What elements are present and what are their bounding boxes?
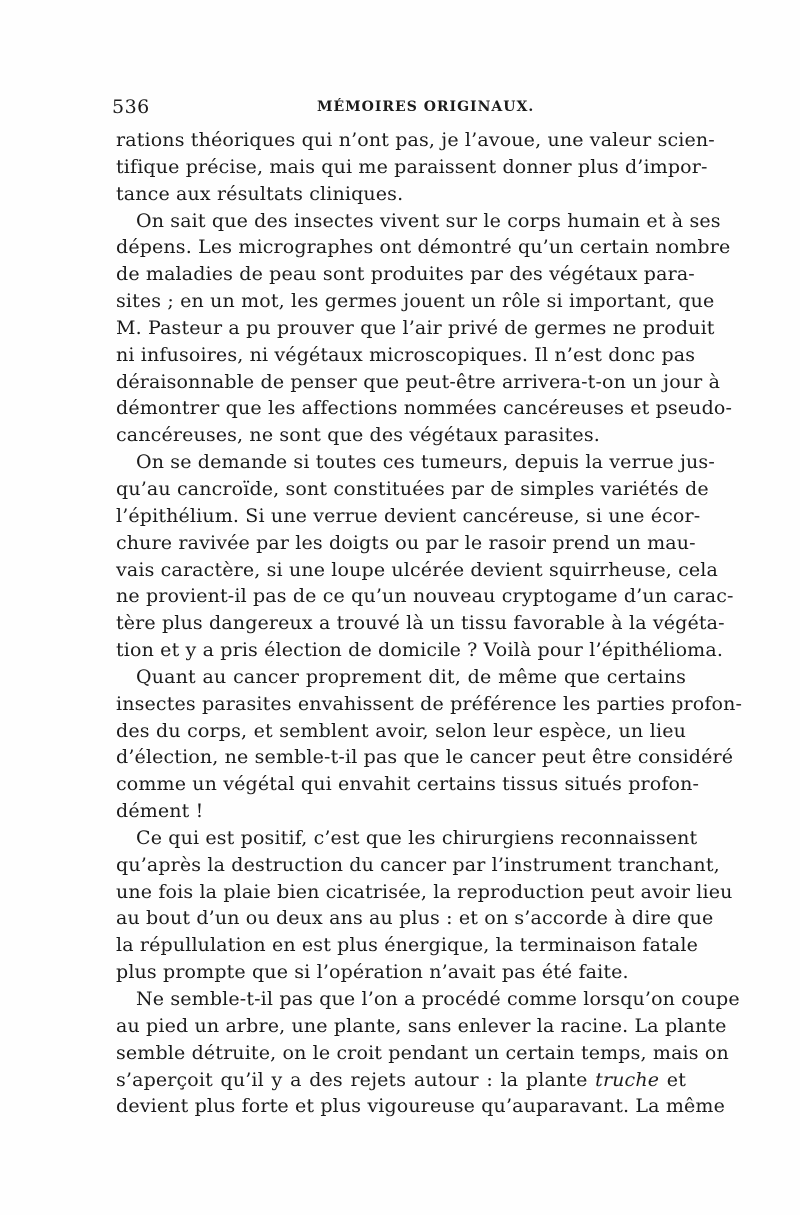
- text-line: ne provient-il pas de ce qu’un nouveau cryptogame d’un carac-: [116, 585, 734, 608]
- text-line: une fois la plaie bien cicatrisée, la reproduction peut avoir lieu: [116, 880, 733, 903]
- text-line: tion et y a pris élection de domicile ? Voilà pour l’épithélioma.: [116, 639, 724, 662]
- text-line: dépens. Les micrographes ont démontré qu’un certain nombre: [116, 236, 731, 259]
- text-line: qu’après la destruction du cancer par l’instrument tranchant,: [116, 853, 720, 876]
- text-line: d’élection, ne semble-t-il pas que le cancer peut être considéré: [116, 746, 734, 769]
- text-line: de maladies de peau sont produites par des végétaux para-: [116, 263, 695, 286]
- text-line: sites ; en un mot, les germes jouent un rôle si important, que: [116, 290, 715, 313]
- page-number: 536: [112, 96, 150, 118]
- italic-word: truche: [595, 1068, 660, 1091]
- text-line: devient plus forte et plus vigoureuse qu’auparavant. La même: [116, 1095, 725, 1118]
- text-line: tance aux résultats cliniques.: [116, 182, 404, 205]
- running-head: [112, 96, 687, 122]
- text-line: au bout d’un ou deux ans au plus : et on s’accorde à dire que: [116, 907, 714, 930]
- text-line: M. Pasteur a pu prouver que l’air privé de germes ne produit: [116, 316, 715, 339]
- text-line: démontrer que les affections nommées cancéreuses et pseudo-: [116, 397, 733, 420]
- text-line: comme un végétal qui envahit certains tissus situés profon-: [116, 773, 700, 796]
- text-line: tère plus dangereux a trouvé là un tissu favorable à la végéta-: [116, 612, 725, 635]
- text-line: ni infusoires, ni végétaux microscopiques. Il n’est donc pas: [116, 343, 696, 366]
- text-segment: et: [666, 1068, 686, 1091]
- text-line: la répullulation en est plus énergique, la terminaison fatale: [116, 934, 699, 957]
- text-line: insectes parasites envahissent de préférence les parties profon-: [116, 692, 743, 715]
- text-line: semble détruite, on le croit pendant un certain temps, mais on: [116, 1041, 729, 1064]
- paragraph-first-line: On se demande si toutes ces tumeurs, depuis la verrue jus-: [136, 451, 715, 474]
- text-line: rations théoriques qui n’ont pas, je l’avoue, une valeur scien-: [116, 129, 715, 151]
- running-title: MÉMOIRES ORIGINAUX.: [317, 99, 535, 115]
- text-line: tifique précise, mais qui me paraissent donner plus d’impor-: [116, 155, 708, 178]
- text-line: qu’au cancroïde, sont constituées par de simples variétés de: [116, 477, 709, 500]
- text-line: cancéreuses, ne sont que des végétaux parasites.: [116, 424, 600, 447]
- text-line: chure ravivée par les doigts ou par le rasoir prend un mau-: [116, 531, 696, 554]
- text-line: au pied un arbre, une plante, sans enlever la racine. La plante: [116, 1014, 727, 1037]
- text-line: déraisonnable de penser que peut-être arrivera-t-on un jour à: [116, 370, 721, 393]
- text-line: plus prompte que si l’opération n’avait pas été faite.: [116, 961, 629, 984]
- paragraph-first-line: On sait que des insectes vivent sur le corps humain et à ses: [136, 209, 721, 232]
- text-line: des du corps, et semblent avoir, selon leur espèce, un lieu: [116, 719, 686, 742]
- paragraph-first-line: Quant au cancer proprement dit, de même que certains: [136, 665, 686, 688]
- text-line: vais caractère, si une loupe ulcérée devient squirrheuse, cela: [116, 558, 719, 581]
- text-segment: s’aperçoit qu’il y a des rejets autour : la plante: [116, 1068, 588, 1091]
- paragraph-first-line: Ce qui est positif, c’est que les chirurgiens reconnaissent: [136, 826, 698, 849]
- text-line: l’épithélium. Si une verrue devient cancéreuse, si une écor-: [116, 504, 701, 527]
- body-text: [116, 127, 743, 1120]
- text-line: dément !: [116, 800, 204, 823]
- text-line-mixed: [116, 1067, 686, 1094]
- paragraph-first-line: Ne semble-t-il pas que l’on a procédé comme lorsqu’on coupe: [136, 988, 740, 1010]
